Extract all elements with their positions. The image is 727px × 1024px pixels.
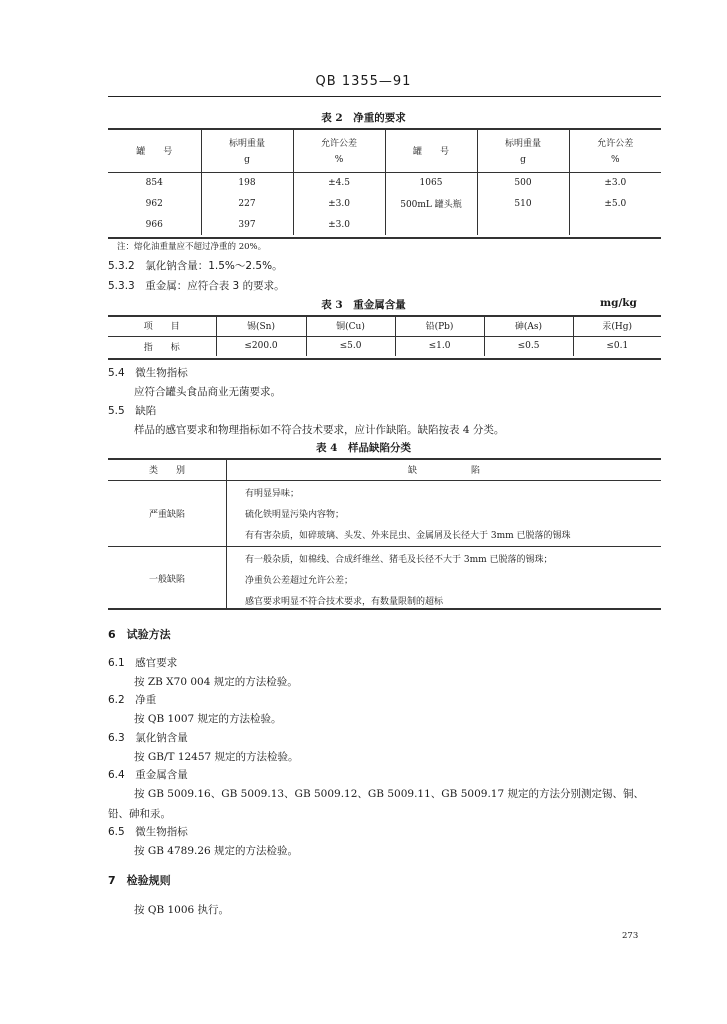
list-item: 有一般杂质，如棉线、合成纤维丝、猪毛及长径不大于 3mm 已脱落的锡珠； (245, 555, 553, 565)
section-6-4-title: 6.4 重金属含量 (108, 769, 188, 781)
cell: ±3.0 (293, 193, 385, 214)
section-5-5-text: 样品的感官要求和物理指标如不符合技术要求，应计作缺陷。缺陷按表 4 分类。 (134, 424, 505, 436)
table4-header-defect: 缺 陷 (407, 466, 480, 476)
table2-header-weight-right (477, 129, 569, 172)
section-5-3-2: 5.3.2 氯化钠含量：1.5%～2.5%。 (108, 260, 283, 272)
tol-label: 允许公差 (320, 138, 357, 149)
cell: 砷(As) (484, 316, 573, 336)
table4-caption: 表 4 样品缺陷分类 (316, 442, 411, 454)
table4-top-rule (108, 458, 661, 460)
cell: 227 (201, 193, 293, 214)
table4-header-type: 类 别 (148, 466, 185, 476)
cell: ±5.0 (604, 198, 627, 209)
list-item: 有明显异味； (245, 489, 300, 499)
tol-unit: % (334, 154, 344, 165)
cell: 项 目 (108, 316, 216, 336)
table-row (108, 336, 661, 356)
cell: 966 (108, 214, 201, 235)
table4-row-rule (108, 546, 661, 547)
cell: ±3.0 (293, 214, 385, 235)
cell: 397 (201, 214, 293, 235)
table-row (108, 193, 661, 214)
cell: 962 (108, 193, 201, 214)
cell: ≤0.5 (484, 336, 573, 356)
section-5-3-3: 5.3.3 重金属：应符合表 3 的要求。 (108, 280, 285, 292)
cell: 500mL 罐头瓶 (385, 193, 477, 214)
severe-defect-list (245, 484, 571, 547)
section-6-5-title: 6.5 微生物指标 (108, 826, 188, 838)
cell (477, 214, 569, 235)
cell: 汞(Hg) (573, 316, 661, 336)
section-6-3-text: 按 GB/T 12457 规定的方法检验。 (134, 751, 299, 763)
general-defect-label: 一般缺陷 (148, 575, 185, 585)
weight-unit: g (520, 154, 526, 165)
table-row (108, 214, 661, 235)
section-5-5-title: 5.5 缺陷 (108, 405, 157, 417)
cell: ≤1.0 (395, 336, 484, 356)
table4-col-divider (226, 459, 227, 609)
table3 (108, 316, 661, 356)
list-item: 感官要求明显不符合技术要求，有数量限制的超标 (245, 597, 444, 607)
section-6-5-text: 按 GB 4789.26 规定的方法检验。 (134, 845, 299, 857)
section-6-1-text: 按 ZB X70 004 规定的方法检验。 (134, 676, 298, 688)
table4-bottom-rule (108, 608, 661, 610)
cell: 198 (201, 172, 293, 193)
section-7-text: 按 QB 1006 执行。 (134, 904, 230, 916)
list-item: 硫化铁明显污染内容物； (245, 510, 345, 520)
section-6-4-text-1: 按 GB 5009.16、GB 5009.13、GB 5009.12、GB 5009.11、GB 5009.17 规定的方法分别测定锡、铜、 (134, 788, 644, 800)
cell: ±4.5 (293, 172, 385, 193)
table2-bottom-rule (108, 237, 661, 239)
table3-caption: 表 3 重金属含量 (321, 299, 406, 311)
list-item: 有有害杂质，如碎玻璃、头发、外来昆虫、金属屑及长径大于 3mm 已脱落的锡珠 (245, 531, 571, 541)
section-6-3-title: 6.3 氯化钠含量 (108, 732, 188, 744)
table4-header-rule (108, 480, 661, 481)
cell: 1065 (385, 172, 477, 193)
section-6-2-title: 6.2 净重 (108, 694, 157, 706)
table3-bottom-rule (108, 358, 661, 360)
table2-header-tol-left (293, 129, 385, 172)
cell: 指 标 (108, 336, 216, 356)
weight-label: 标明重量 (228, 138, 265, 149)
section-5-4-title: 5.4 微生物指标 (108, 367, 188, 379)
cell: ≤0.1 (573, 336, 661, 356)
tol-unit: % (610, 154, 620, 165)
table2-caption: 表 2 净重的要求 (321, 112, 406, 124)
table3-unit: mg/kg (600, 297, 637, 309)
cell (569, 214, 661, 235)
cell (385, 214, 477, 235)
general-defect-list (245, 550, 553, 613)
table2-header-can-right: 罐 号 (385, 129, 477, 172)
cell: 铅(Pb) (395, 316, 484, 336)
table-row (108, 172, 661, 193)
section-7-title: 7 检验规则 (108, 874, 171, 887)
table2-header-tol-right (569, 129, 661, 172)
header-rule (108, 96, 661, 97)
cell: ±3.0 (604, 177, 627, 188)
table2 (108, 129, 661, 235)
table2-note: 注：熔化油重量应不超过净重的 20%。 (117, 242, 267, 252)
cell: 铜(Cu) (306, 316, 395, 336)
cell: 锡(Sn) (216, 316, 306, 336)
table2-header-can-left: 罐 号 (108, 129, 201, 172)
cell: 854 (108, 172, 201, 193)
cell: ≤5.0 (306, 336, 395, 356)
section-6-2-text: 按 QB 1007 规定的方法检验。 (134, 713, 282, 725)
cell: 500 (477, 172, 569, 193)
table2-header-weight-left (201, 129, 293, 172)
severe-defect-label: 严重缺陷 (148, 510, 185, 520)
cell: ≤200.0 (216, 336, 306, 356)
section-6-title: 6 试验方法 (108, 628, 171, 641)
list-item: 净重负公差超过允许公差； (245, 576, 354, 586)
weight-unit: g (244, 154, 250, 165)
page-number: 273 (622, 931, 639, 941)
section-5-4-text: 应符合罐头食品商业无菌要求。 (134, 386, 281, 398)
cell: 510 (477, 193, 569, 214)
document-header: QB 1355—91 (315, 74, 412, 89)
section-6-4-text-2: 铅、砷和汞。 (108, 808, 171, 820)
section-6-1-title: 6.1 感官要求 (108, 657, 178, 669)
table-row (108, 316, 661, 336)
weight-label: 标明重量 (504, 138, 541, 149)
tol-label: 允许公差 (597, 138, 634, 149)
